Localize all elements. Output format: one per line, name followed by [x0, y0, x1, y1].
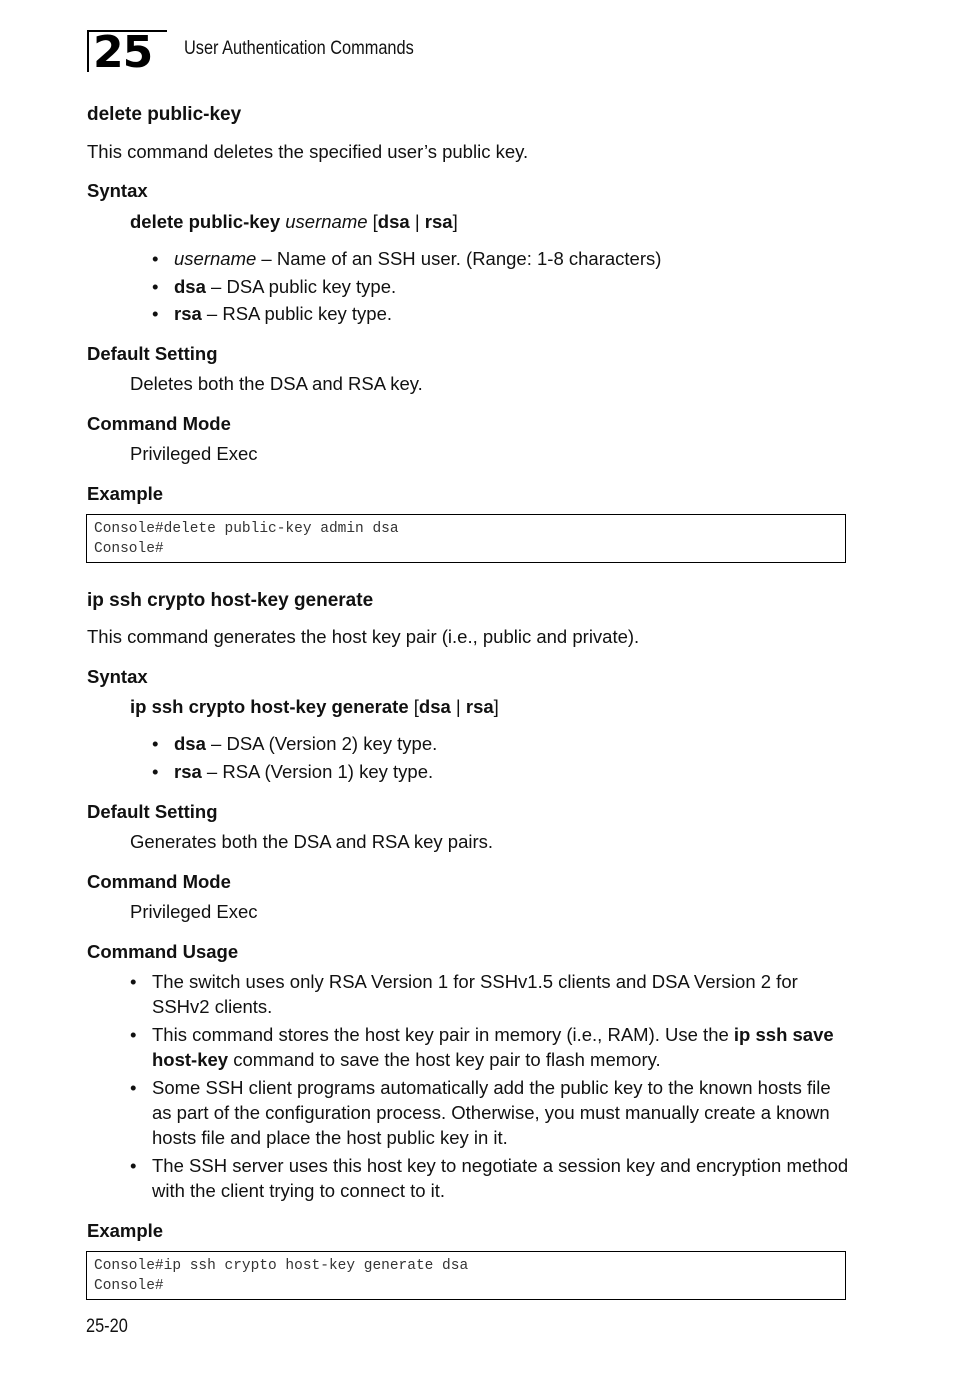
bullet-icon: •: [130, 1024, 137, 1045]
syntax-separator: |: [409, 211, 425, 232]
usage-item: [130, 1022, 852, 1072]
bullet-icon: •: [130, 1155, 137, 1176]
page-number: 25-20: [86, 1316, 128, 1337]
param-item: [152, 733, 438, 755]
syntax-line: [130, 211, 458, 233]
command-heading-delete-public-key: delete public-key: [87, 104, 242, 125]
usage-text: The SSH server uses this host key to negotiate a session key and encryption method with the client trying to connect to it.: [152, 1155, 849, 1201]
command-usage-heading: Command Usage: [87, 941, 239, 962]
chapter-title: User Authentication Commands: [184, 38, 414, 59]
syntax-separator: |: [450, 696, 466, 717]
param-desc: – RSA (Version 1) key type.: [201, 761, 434, 782]
syntax-bracket: ]: [493, 696, 499, 717]
bullet-icon: •: [152, 248, 159, 269]
example-heading: Example: [87, 1220, 164, 1241]
param-desc: – DSA public key type.: [205, 276, 397, 297]
usage-text: Some SSH client programs automatically add the public key to the known hosts file as part of the configuration process. Otherwise, you must manually create a known hosts file and place the host public key in it.: [152, 1077, 831, 1148]
command-mode-text: Privileged Exec: [130, 443, 258, 464]
code-line: Console#ip ssh crypto host-key generate dsa: [94, 1258, 469, 1274]
bullet-icon: •: [152, 303, 159, 324]
command-description: This command generates the host key pair (i.e., public and private).: [87, 626, 640, 647]
syntax-arg: username: [285, 211, 368, 232]
param-term: dsa: [174, 733, 206, 754]
command-description: This command deletes the specified user’s public key.: [87, 141, 529, 162]
syntax-command: ip ssh crypto host-key generate: [130, 696, 409, 717]
usage-item: [130, 969, 852, 1019]
param-term: rsa: [174, 303, 202, 324]
default-setting-text: Generates both the DSA and RSA key pairs.: [130, 831, 494, 852]
param-item: [152, 761, 434, 783]
bullet-icon: •: [130, 971, 137, 992]
param-desc: – DSA (Version 2) key type.: [205, 733, 438, 754]
param-desc: – RSA public key type.: [201, 303, 393, 324]
code-line: Console#: [94, 541, 164, 557]
param-item: [152, 276, 397, 298]
param-term: rsa: [174, 761, 202, 782]
syntax-heading: Syntax: [87, 180, 148, 201]
param-term: dsa: [174, 276, 206, 297]
param-term: username: [174, 248, 257, 269]
usage-text: command to save the host key pair to flash memory.: [228, 1049, 661, 1070]
code-line: Console#: [94, 1278, 164, 1294]
syntax-bracket: ]: [452, 211, 458, 232]
bullet-icon: •: [152, 276, 159, 297]
syntax-heading: Syntax: [87, 666, 148, 687]
usage-text: The switch uses only RSA Version 1 for SSHv1.5 clients and DSA Version 2 for SSHv2 clients.: [152, 971, 798, 1017]
param-item: [152, 248, 662, 270]
code-example: [86, 514, 846, 563]
usage-text: This command stores the host key pair in memory (i.e., RAM). Use the: [152, 1024, 734, 1045]
syntax-bracket: [: [408, 696, 419, 717]
bullet-icon: •: [130, 1077, 137, 1098]
example-heading: Example: [87, 483, 164, 504]
code-example: [86, 1251, 846, 1300]
usage-item: [130, 1153, 852, 1203]
command-mode-heading: Command Mode: [87, 871, 231, 892]
command-mode-text: Privileged Exec: [130, 901, 258, 922]
param-item: [152, 303, 393, 325]
usage-command-ref: ip ssh save host-key: [152, 1024, 834, 1070]
syntax-option: dsa: [377, 211, 410, 232]
param-desc: – Name of an SSH user. (Range: 1-8 characters): [256, 248, 662, 269]
bullet-icon: •: [152, 733, 159, 754]
default-setting-text: Deletes both the DSA and RSA key.: [130, 373, 423, 394]
syntax-option: rsa: [465, 696, 494, 717]
command-mode-heading: Command Mode: [87, 413, 231, 434]
usage-item: [130, 1075, 852, 1150]
syntax-option: dsa: [418, 696, 451, 717]
chapter-number: 25: [87, 30, 167, 72]
syntax-line: [130, 696, 499, 718]
command-heading-ip-ssh-crypto-host-key-generate: ip ssh crypto host-key generate: [87, 590, 374, 611]
syntax-command: delete public-key: [130, 211, 281, 232]
code-line: Console#delete public-key admin dsa: [94, 521, 399, 537]
syntax-option: rsa: [424, 211, 453, 232]
default-setting-heading: Default Setting: [87, 801, 218, 822]
default-setting-heading: Default Setting: [87, 343, 218, 364]
bullet-icon: •: [152, 761, 159, 782]
syntax-bracket: [: [367, 211, 378, 232]
